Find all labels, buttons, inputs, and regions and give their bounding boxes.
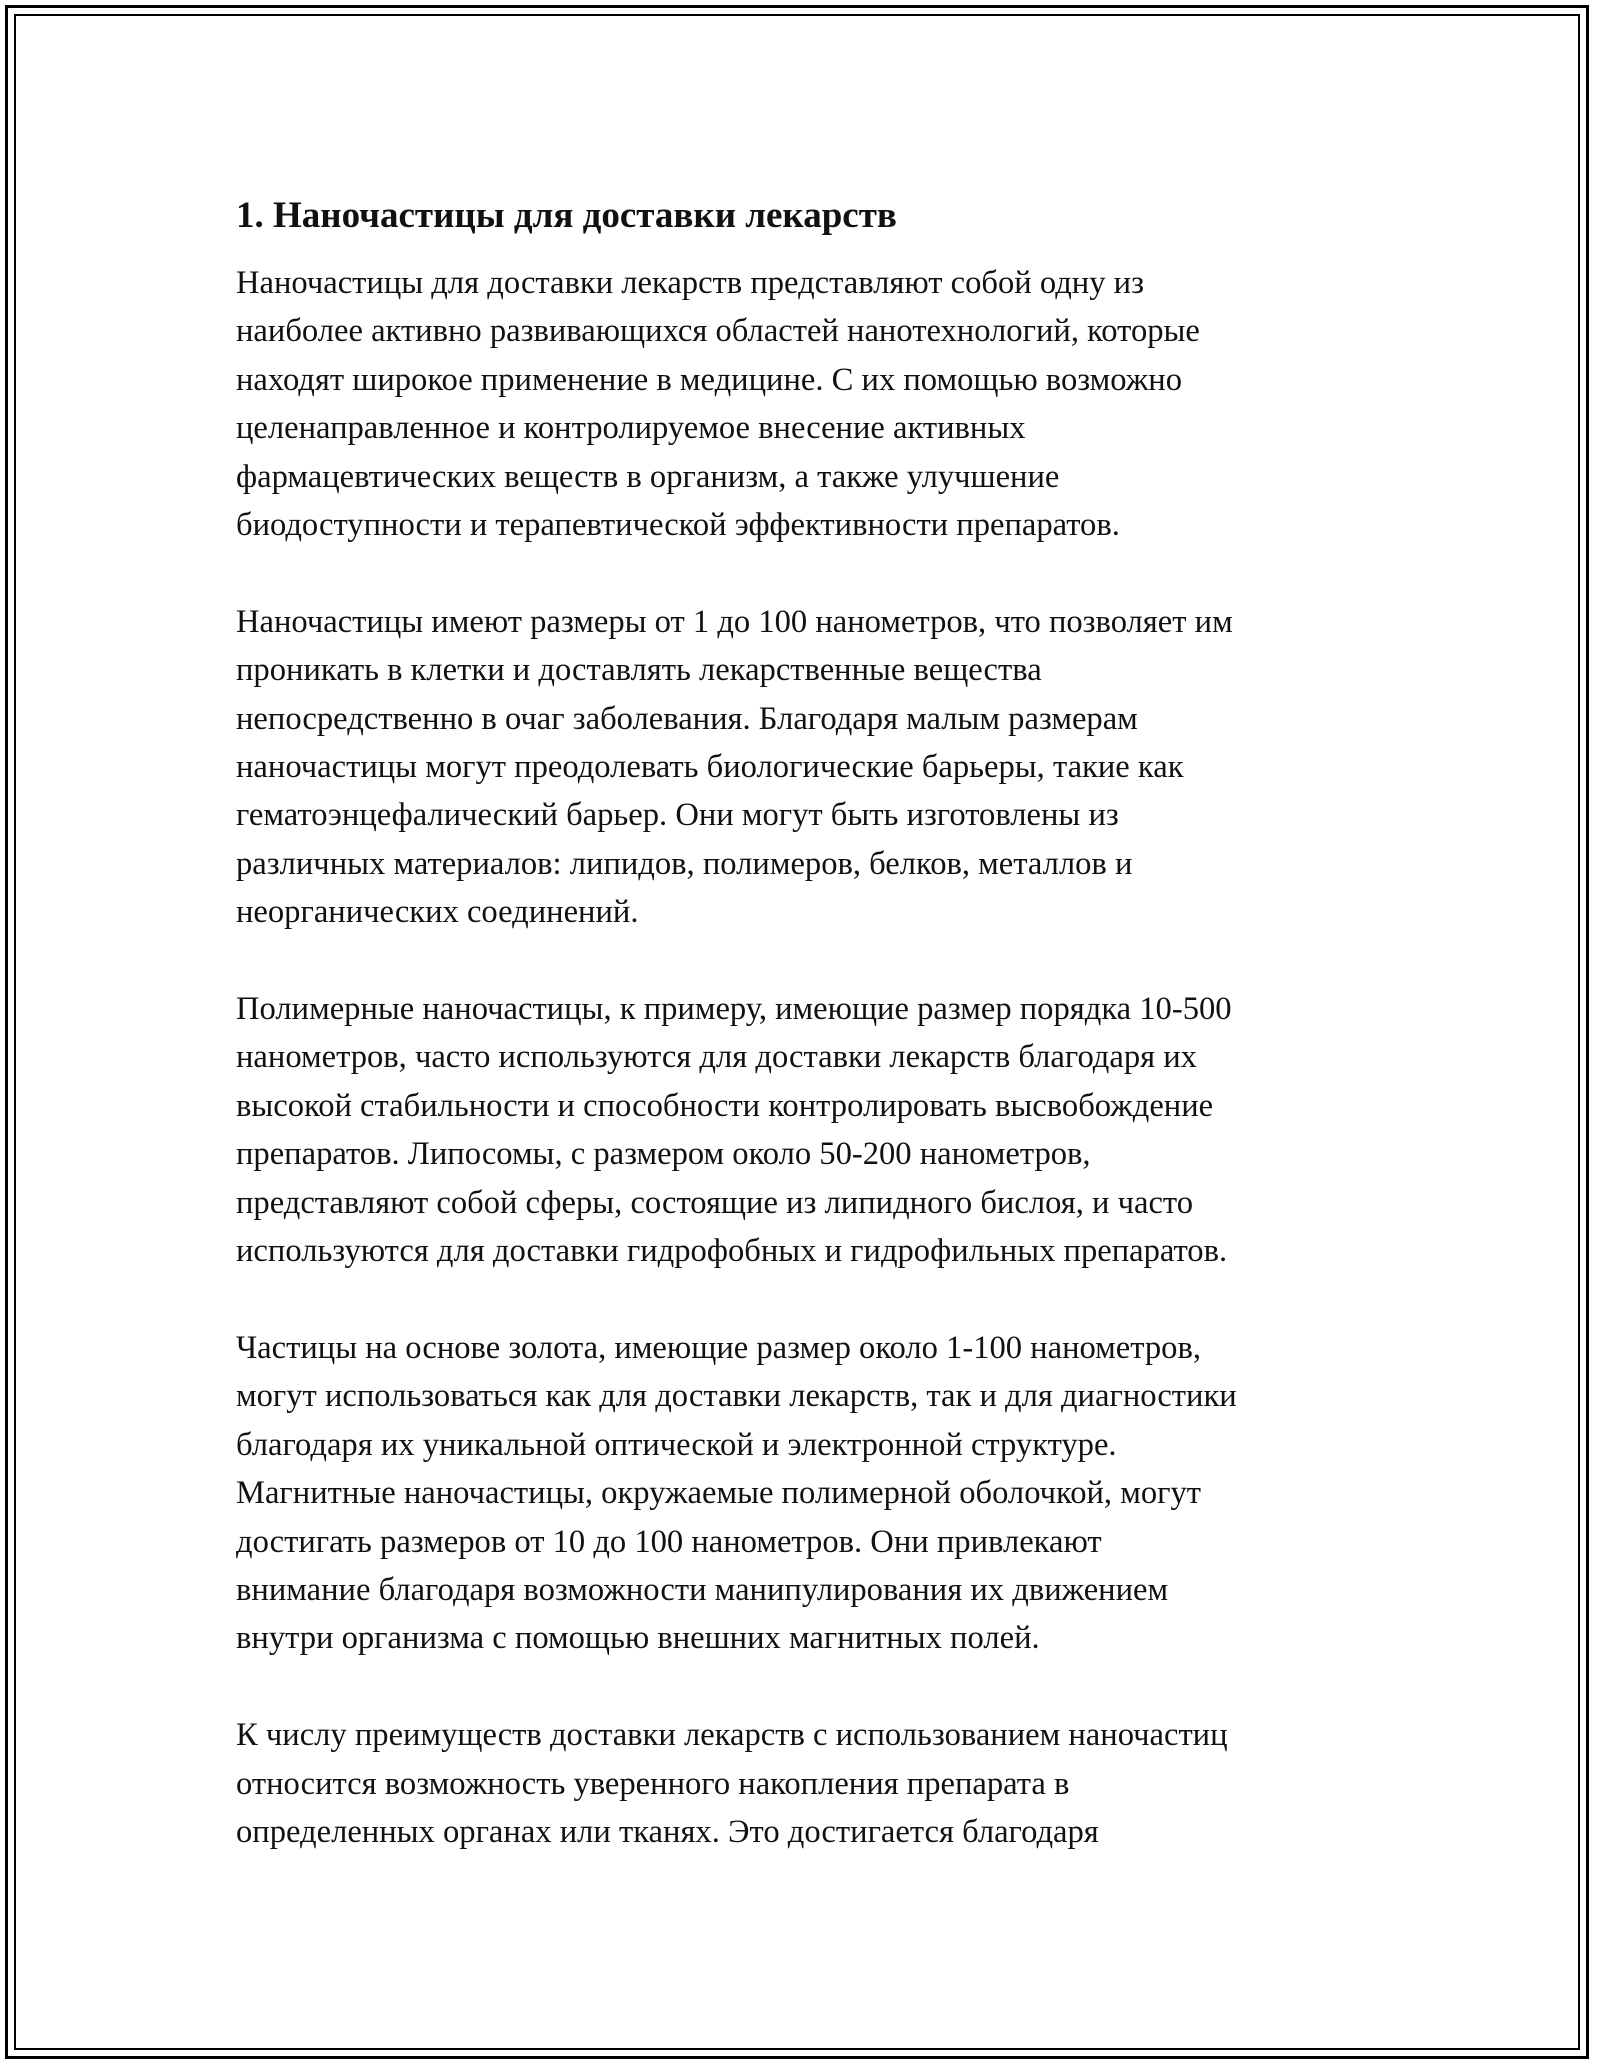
text-line: внутри организма с помощью внешних магнитных полей. xyxy=(236,1620,1040,1657)
text-line: проникать в клетки и доставлять лекарственные вещества xyxy=(236,652,1042,689)
paragraph-1 xyxy=(236,259,1396,549)
text-line: наиболее активно развивающихся областей нанотехнологий, которые xyxy=(236,313,1200,350)
text-line: высокой стабильности и способности контролировать высвобождение xyxy=(236,1087,1214,1124)
text-line: гематоэнцефалический барьер. Они могут быть изготовлены из xyxy=(236,797,1119,834)
text-line: наночастицы могут преодолевать биологические барьеры, такие как xyxy=(236,749,1184,786)
text-line: могут использоваться как для доставки лекарств, так и для диагностики xyxy=(236,1378,1237,1415)
text-line: фармацевтических веществ в организм, а также улучшение xyxy=(236,458,1060,495)
text-line: относится возможность уверенного накопления препарата в xyxy=(236,1765,1070,1802)
paragraph-2 xyxy=(236,598,1396,937)
text-line: Частицы на основе золота, имеющие размер около 1-100 нанометров, xyxy=(236,1329,1201,1366)
text-line: Наночастицы имеют размеры от 1 до 100 нанометров, что позволяет им xyxy=(236,603,1233,640)
text-line: целенаправленное и контролируемое внесение активных xyxy=(236,410,1026,447)
text-line: К числу преимуществ доставки лекарств с использованием наночастиц xyxy=(236,1717,1228,1754)
section-heading: 1. Наночастицы для доставки лекарств xyxy=(236,195,897,236)
text-line: внимание благодаря возможности манипулирования их движением xyxy=(236,1571,1169,1608)
text-line: благодаря их уникальной оптической и электронной структуре. xyxy=(236,1426,1117,1463)
text-line: Наночастицы для доставки лекарств представляют собой одну из xyxy=(236,265,1144,301)
text-line: нанометров, часто используются для доставки лекарств благодаря их xyxy=(236,1039,1197,1076)
text-line: Полимерные наночастицы, к примеру, имеющие размер порядка 10-500 xyxy=(236,991,1232,1028)
text-line: биодоступности и терапевтической эффективности препаратов. xyxy=(236,507,1120,544)
text-line: неорганических соединений. xyxy=(236,894,639,931)
document-body xyxy=(236,180,1396,1905)
text-line: определенных органах или тканях. Это достигается благодаря xyxy=(236,1813,1099,1850)
paragraph-5 xyxy=(236,1711,1396,1856)
text-line: препаратов. Липосомы, с размером около 50-200 нанометров, xyxy=(236,1136,1091,1173)
text-line: представляют собой сферы, состоящие из липидного бислоя, и часто xyxy=(236,1184,1193,1221)
paragraph-4 xyxy=(236,1324,1396,1663)
text-line: различных материалов: липидов, полимеров, белков, металлов и xyxy=(236,845,1133,882)
text-line: Магнитные наночастицы, окружаемые полимерной оболочкой, могут xyxy=(236,1475,1201,1512)
text-line: используются для доставки гидрофобных и гидрофильных препаратов. xyxy=(236,1233,1228,1270)
text-line: находят широкое применение в медицине. С их помощью возможно xyxy=(236,361,1182,398)
paragraph-3 xyxy=(236,985,1396,1275)
text-line: достигать размеров от 10 до 100 нанометров. Они привлекают xyxy=(236,1523,1102,1560)
text-line: непосредственно в очаг заболевания. Благодаря малым размерам xyxy=(236,700,1138,737)
